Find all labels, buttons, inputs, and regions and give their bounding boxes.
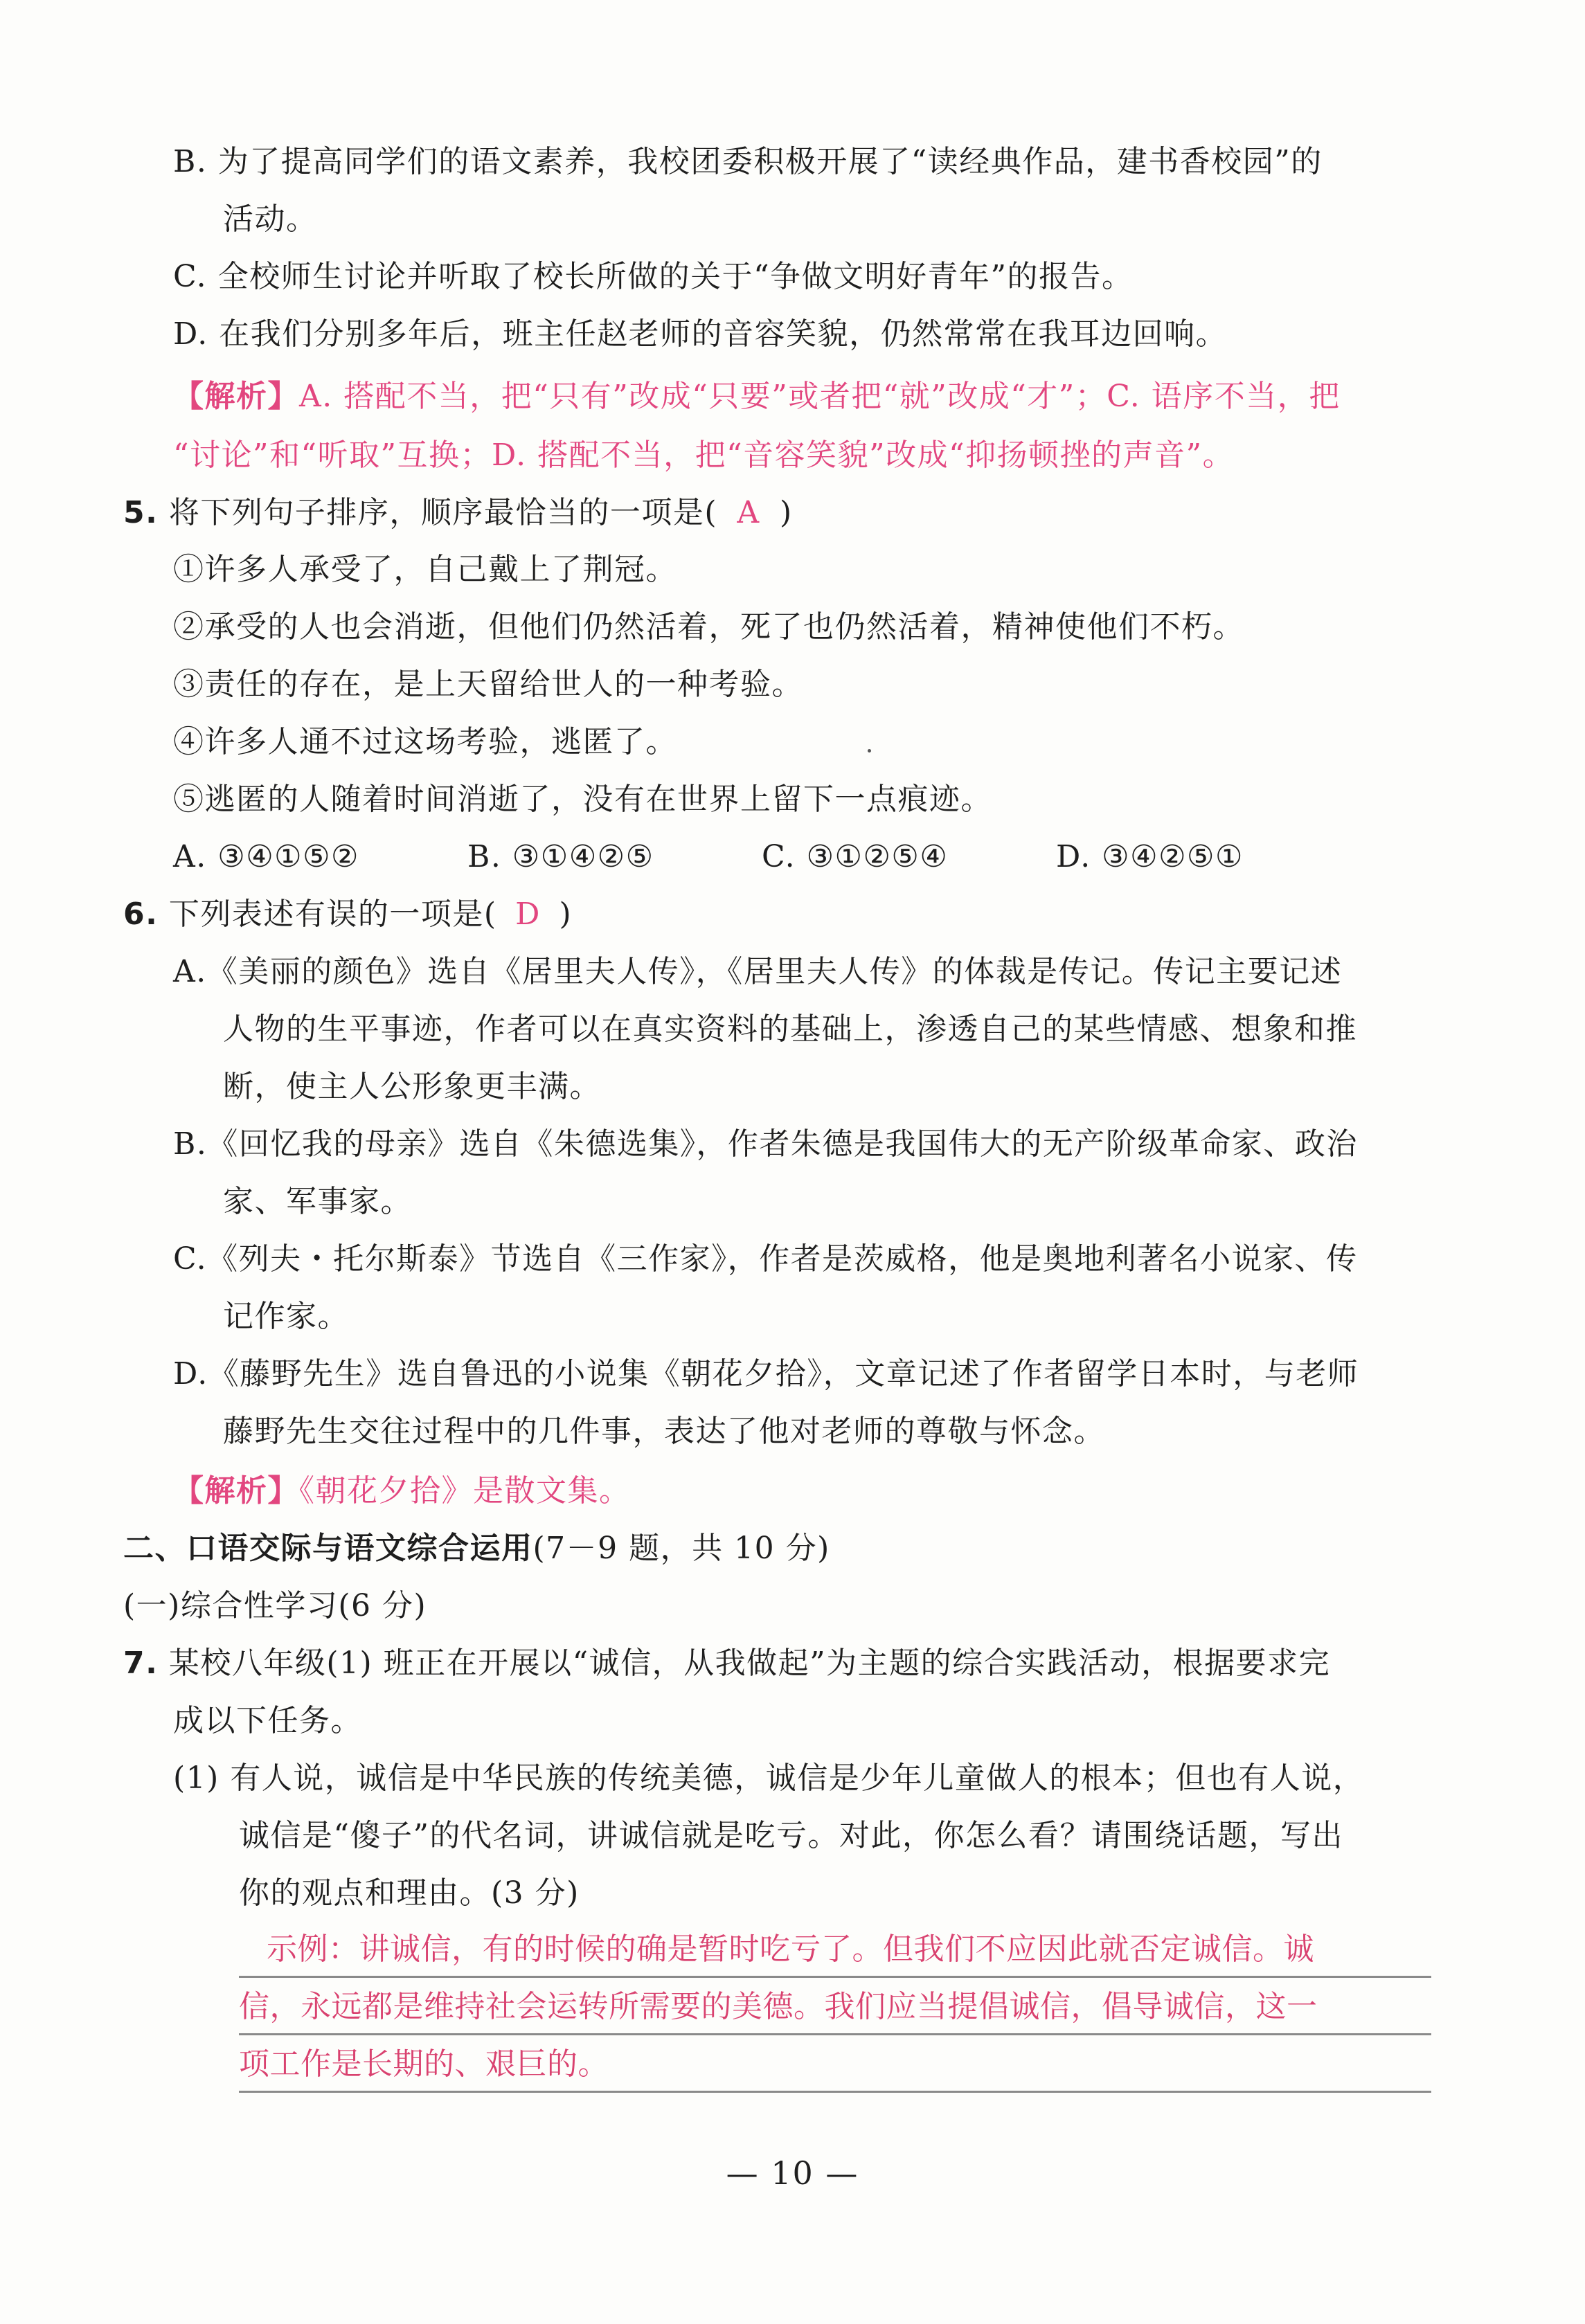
section-2-heading	[123, 1528, 830, 1569]
answer-mark: A	[737, 495, 760, 530]
section-title: 二、口语交际与语文综合运用	[123, 1531, 533, 1566]
q6-option-c-line2: 记作家。	[223, 1299, 349, 1334]
q7-part1-line2: 诚信是“傻子”的代名词，讲诚信就是吃亏。对此，你怎么看？请围绕话题，写出	[239, 1818, 1343, 1853]
q6-option-c-line1: C.《列夫・托尔斯泰》节选自《三作家》，作者是茨威格，他是奥地利著名小说家、传	[173, 1241, 1358, 1277]
q6-option-a-line3: 断，使主人公形象更丰满。	[223, 1069, 601, 1104]
q5-stem	[123, 492, 793, 534]
answer-mark: D	[515, 897, 541, 932]
q6-option-a-line1: A.《美丽的颜色》选自《居里夫人传》，《居里夫人传》的体裁是传记。传记主要记述	[173, 954, 1343, 989]
q7-stem-line2: 成以下任务。	[173, 1703, 362, 1738]
q6-option-b-line1: B.《回忆我的母亲》选自《朱德选集》，作者朱德是我国伟大的无产阶级革命家、政治	[173, 1126, 1358, 1162]
q5-option-d: D. ③④②⑤①	[1056, 839, 1244, 874]
question-close: )	[559, 897, 573, 932]
analysis-tag: 【解析】	[173, 379, 299, 414]
q4-analysis-line2: “讨论”和“听取”互换；D. 搭配不当，把“音容笑貌”改成“抑扬顿挫的声音”。	[173, 438, 1235, 473]
answer-rule-3	[239, 2091, 1431, 2093]
q7-part1-line1: (1) 有人说，诚信是中华民族的传统美德，诚信是少年儿童做人的根本；但也有人说，	[173, 1760, 1365, 1796]
q4-option-b-line2: 活动。	[223, 201, 318, 237]
q5-options	[173, 836, 1244, 878]
q7-answer-line1: 示例：讲诚信，有的时候的确是暂时吃亏了。但我们不应因此就否定诚信。诚	[267, 1931, 1314, 1967]
q7-stem-line1	[123, 1643, 1330, 1684]
question-text: 某校八年级(1) 班正在开展以“诚信，从我做起”为主题的综合实践活动，根据要求完	[168, 1646, 1331, 1681]
q7-part1-line3: 你的观点和理由。(3 分)	[239, 1875, 580, 1911]
q6-option-a-line2: 人物的生平事迹，作者可以在真实资料的基础上，渗透自己的某些情感、想象和推	[223, 1011, 1357, 1047]
question-number: 7.	[123, 1646, 159, 1681]
q6-analysis	[173, 1470, 631, 1512]
q5-sentence-3: ③责任的存在，是上天留给世人的一种考验。	[173, 667, 803, 702]
answer-rule-2	[239, 2033, 1431, 2035]
q7-answer-line2: 信，永远都是维持社会运转所需要的美德。我们应当提倡诚信，倡导诚信，这一	[239, 1989, 1318, 2024]
subsection-heading: (一)综合性学习(6 分)	[123, 1588, 427, 1623]
q6-option-b-line2: 家、军事家。	[223, 1184, 412, 1219]
q4-option-b-line1: B. 为了提高同学们的语文素养，我校团委积极开展了“读经典作品，建书香校园”的	[173, 144, 1323, 179]
q7-answer-line3: 项工作是长期的、艰巨的。	[239, 2046, 609, 2082]
q5-option-b: B. ③①④②⑤	[467, 839, 654, 874]
analysis-tag: 【解析】	[173, 1473, 299, 1508]
q5-sentence-4: ④许多人通不过这场考验，逃匿了。	[173, 724, 677, 759]
question-number: 6.	[123, 897, 159, 932]
page-number: — 10 —	[726, 2154, 859, 2192]
question-text: 下列表述有误的一项是(	[168, 897, 497, 932]
answer-rule-1	[239, 1976, 1431, 1978]
q4-option-d: D. 在我们分别多年后，班主任赵老师的音容笑貌，仍然常常在我耳边回响。	[173, 316, 1228, 352]
q5-option-c: C. ③①②⑤④	[762, 839, 949, 874]
q4-analysis-line1	[173, 376, 1341, 417]
q5-option-a: A. ③④①⑤②	[173, 839, 359, 874]
question-number: 5.	[123, 495, 159, 530]
analysis-text: A. 搭配不当，把“只有”改成“只要”或者把“就”改成“才”；C. 语序不当，把	[299, 379, 1341, 414]
q6-option-d-line1: D.《藤野先生》选自鲁迅的小说集《朝花夕拾》，文章记述了作者留学日本时，与老师	[173, 1356, 1359, 1391]
question-text: 将下列句子排序，顺序最恰当的一项是(	[168, 495, 718, 530]
question-close: )	[780, 495, 793, 530]
q5-sentence-5: ⑤逃匿的人随着时间消逝了，没有在世界上留下一点痕迹。	[173, 782, 992, 817]
section-range: (7－9 题，共 10 分)	[532, 1531, 830, 1566]
q5-sentence-2: ②承受的人也会消逝，但他们仍然活着，死了也仍然活着，精神使他们不朽。	[173, 609, 1244, 645]
analysis-text: 《朝花夕拾》是散文集。	[299, 1473, 631, 1508]
q6-stem	[123, 894, 572, 935]
scan-dot	[868, 749, 871, 753]
q4-option-c: C. 全校师生讨论并听取了校长所做的关于“争做文明好青年”的报告。	[173, 259, 1134, 294]
q6-option-d-line2: 藤野先生交往过程中的几件事，表达了他对老师的尊敬与怀念。	[223, 1414, 1105, 1449]
q5-sentence-1: ①许多人承受了，自己戴上了荆冠。	[173, 552, 677, 587]
